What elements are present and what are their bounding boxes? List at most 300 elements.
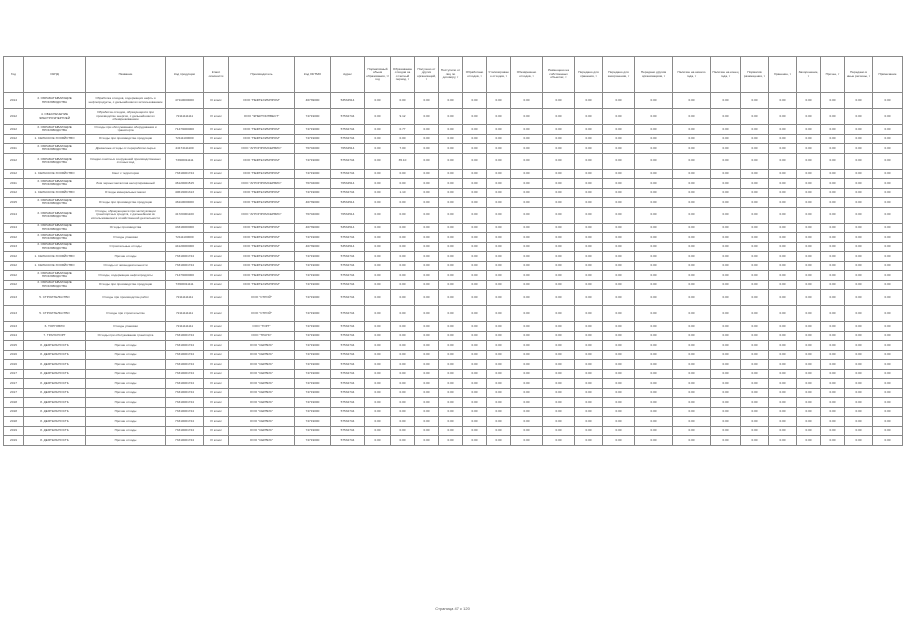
table-cell: 73300011111 bbox=[166, 153, 204, 169]
table-cell: 0.00 bbox=[635, 125, 673, 135]
table-cell: 0.00 bbox=[873, 388, 903, 398]
table-cell: 0.00 bbox=[635, 242, 673, 252]
table-cell: 0.00 bbox=[543, 350, 575, 360]
column-header: Класс опасности bbox=[204, 57, 229, 93]
table-cell: 0.00 bbox=[845, 341, 873, 351]
table-cell: 0.00 bbox=[543, 252, 575, 262]
table-cell: IV класс bbox=[204, 242, 229, 252]
table-cell: 0.00 bbox=[487, 379, 511, 389]
table-cell: 0.00 bbox=[391, 341, 415, 351]
table-cell: 0.00 bbox=[845, 233, 873, 243]
table-cell: 0.00 bbox=[463, 134, 487, 144]
table-cell: 0.00 bbox=[415, 134, 439, 144]
table-cell: 0.00 bbox=[391, 407, 415, 417]
table-cell: 0.00 bbox=[673, 350, 711, 360]
table-cell: 2012 bbox=[4, 271, 24, 281]
table-cell: 0.00 bbox=[511, 207, 543, 223]
table-cell: 0.00 bbox=[463, 426, 487, 436]
table-cell: 0.00 bbox=[873, 233, 903, 243]
table-cell: 57532744 bbox=[331, 252, 365, 262]
table-cell: 3. ОБРАБАТЫВАЮЩИЕ ПРОИЗВОДСТВА bbox=[24, 144, 86, 154]
table-cell: 2012 bbox=[4, 188, 24, 198]
table-cell: Строительные отходы bbox=[86, 242, 166, 252]
table-cell: 0.00 bbox=[635, 350, 673, 360]
table-cell: 0.00 bbox=[575, 280, 603, 290]
table-cell: 46120001515 bbox=[166, 179, 204, 189]
table-cell: 0.00 bbox=[365, 369, 391, 379]
table-cell: 0.00 bbox=[439, 169, 463, 179]
table-cell: 0.00 bbox=[673, 242, 711, 252]
table-cell: 57532744 bbox=[331, 134, 365, 144]
table-cell: 0.00 bbox=[575, 271, 603, 281]
table-cell: ООО "АГРОПРОМСЕРВИС" bbox=[229, 144, 295, 154]
table-cell: 0.00 bbox=[365, 331, 391, 341]
table-cell: 0.00 bbox=[821, 261, 845, 271]
table-cell: 0.00 bbox=[635, 134, 673, 144]
table-cell: 72111100000 bbox=[166, 134, 204, 144]
table-cell: 0.00 bbox=[635, 93, 673, 109]
table-cell: 0.00 bbox=[439, 379, 463, 389]
table-cell: ООО "СЕРВИС" bbox=[229, 379, 295, 389]
table-cell: 0.00 bbox=[415, 242, 439, 252]
table-row bbox=[4, 198, 903, 208]
table-cell: 0.00 bbox=[575, 398, 603, 408]
table-cell: 72111111111 bbox=[166, 109, 204, 125]
table-cell: 2017 bbox=[4, 379, 24, 389]
table-cell: 46739000 bbox=[295, 223, 331, 233]
table-cell: 0.00 bbox=[487, 109, 511, 125]
table-row bbox=[4, 125, 903, 135]
table-row bbox=[4, 341, 903, 351]
table-cell: 0.00 bbox=[797, 153, 821, 169]
table-cell: 0.00 bbox=[511, 436, 543, 446]
table-cell: 7. ТРАНСПОРТ bbox=[24, 331, 86, 341]
table-cell: 0.00 bbox=[769, 379, 797, 389]
table-cell: 0.00 bbox=[463, 242, 487, 252]
table-cell: 0.00 bbox=[365, 252, 391, 262]
table-cell: 0.00 bbox=[603, 109, 635, 125]
table-cell: 0.00 bbox=[741, 426, 769, 436]
table-cell: 0.00 bbox=[439, 252, 463, 262]
table-cell: 76704000 bbox=[295, 207, 331, 223]
column-header: Код ОКТМО bbox=[295, 57, 331, 93]
table-cell: ООО "НЕФТЕХИМПРОМ" bbox=[229, 280, 295, 290]
table-cell: 0.00 bbox=[415, 290, 439, 306]
column-header: Утилизировано отходов, т bbox=[487, 57, 511, 93]
table-cell: 76534514 bbox=[331, 144, 365, 154]
table-cell: 2018 bbox=[4, 417, 24, 427]
table-cell: 0.00 bbox=[543, 341, 575, 351]
table-cell: 0.00 bbox=[711, 261, 741, 271]
table-cell: 0.00 bbox=[543, 290, 575, 306]
table-cell: 0.00 bbox=[821, 360, 845, 370]
table-cell: 8. ДЕЯТЕЛЬНОСТЬ bbox=[24, 369, 86, 379]
table-cell: 1. СЕЛЬСКОЕ ХОЗЯЙСТВО bbox=[24, 252, 86, 262]
table-cell: 73310001724 bbox=[166, 369, 204, 379]
table-cell: 0.00 bbox=[543, 271, 575, 281]
table-cell: 0.00 bbox=[391, 306, 415, 322]
table-cell: 0.00 bbox=[463, 261, 487, 271]
table-cell: IV класс bbox=[204, 134, 229, 144]
table-cell: Прочие отходы bbox=[86, 350, 166, 360]
table-cell: 74719000 bbox=[295, 134, 331, 144]
table-cell: IV класс bbox=[204, 306, 229, 322]
table-cell: 57532744 bbox=[331, 188, 365, 198]
table-row bbox=[4, 350, 903, 360]
table-cell: 0.00 bbox=[741, 153, 769, 169]
table-cell: 0.00 bbox=[463, 109, 487, 125]
table-cell: 0.00 bbox=[635, 188, 673, 198]
table-cell: 72111100000 bbox=[166, 233, 204, 243]
table-cell: 0.00 bbox=[821, 369, 845, 379]
table-cell: 0.00 bbox=[741, 261, 769, 271]
table-cell: 0.00 bbox=[845, 436, 873, 446]
table-cell: Древесные отходы от переработки сырья bbox=[86, 144, 166, 154]
table-cell: 0.00 bbox=[511, 179, 543, 189]
table-cell: 0.00 bbox=[845, 306, 873, 322]
table-cell: 0.00 bbox=[821, 198, 845, 208]
table-cell: 0.00 bbox=[845, 153, 873, 169]
table-cell: 0.00 bbox=[673, 109, 711, 125]
table-cell: 0.00 bbox=[365, 379, 391, 389]
table-cell: 0.00 bbox=[603, 306, 635, 322]
table-cell: IV класс bbox=[204, 322, 229, 332]
table-cell: ООО "СТРОЙ" bbox=[229, 290, 295, 306]
table-cell: 73310001724 bbox=[166, 379, 204, 389]
table-cell: 0.00 bbox=[769, 331, 797, 341]
column-header: Захоронение, т bbox=[797, 57, 821, 93]
column-header: Адрес bbox=[331, 57, 365, 93]
table-cell: 0.00 bbox=[415, 261, 439, 271]
table-cell: 0.00 bbox=[873, 252, 903, 262]
table-cell: IV класс bbox=[204, 125, 229, 135]
table-cell: 0.00 bbox=[365, 223, 391, 233]
table-cell: 0.00 bbox=[673, 398, 711, 408]
column-header: Получено от других организаций, т bbox=[415, 57, 439, 93]
table-cell: 0.00 bbox=[845, 271, 873, 281]
table-cell: 0.00 bbox=[603, 134, 635, 144]
table-cell: 0.00 bbox=[797, 134, 821, 144]
table-cell: Отходы производства bbox=[86, 223, 166, 233]
table-cell: 0.00 bbox=[543, 417, 575, 427]
table-cell: 0.00 bbox=[575, 417, 603, 427]
table-cell: 0.00 bbox=[463, 417, 487, 427]
table-cell: 8. ДЕЯТЕЛЬНОСТЬ bbox=[24, 426, 86, 436]
table-cell: 0.00 bbox=[365, 188, 391, 198]
table-cell: 0.00 bbox=[415, 188, 439, 198]
table-cell: 0.00 bbox=[487, 407, 511, 417]
table-cell: 0.00 bbox=[487, 369, 511, 379]
table-cell: 0.00 bbox=[603, 207, 635, 223]
table-cell: 0.00 bbox=[797, 223, 821, 233]
table-cell: 3. ОБРАБАТЫВАЮЩИЕ ПРОИЗВОДСТВА bbox=[24, 125, 86, 135]
table-cell: 0.00 bbox=[365, 179, 391, 189]
table-cell: 0.00 bbox=[769, 322, 797, 332]
table-cell: 2016 bbox=[4, 350, 24, 360]
table-cell: 0.00 bbox=[711, 169, 741, 179]
table-cell: 0.00 bbox=[821, 306, 845, 322]
table-cell: Обработка отходов, образующихся при производстве энергии, с дальнейшим их обезвреживанием bbox=[86, 109, 166, 125]
table-cell: 0.00 bbox=[463, 407, 487, 417]
table-cell: 0.00 bbox=[635, 369, 673, 379]
table-cell: 74719000 bbox=[295, 436, 331, 446]
table-cell: 0.00 bbox=[511, 331, 543, 341]
table-cell: 0.00 bbox=[821, 223, 845, 233]
table-cell: 0.00 bbox=[673, 360, 711, 370]
table-cell: 0.00 bbox=[463, 207, 487, 223]
table-cell: 0.00 bbox=[575, 198, 603, 208]
table-cell: 0.00 bbox=[603, 252, 635, 262]
table-cell: 73310001724 bbox=[166, 350, 204, 360]
table-cell: 43319000000 bbox=[166, 223, 204, 233]
table-cell: 0.00 bbox=[463, 306, 487, 322]
table-cell: 0.00 bbox=[415, 417, 439, 427]
table-cell: 0.00 bbox=[873, 93, 903, 109]
table-cell: 0.00 bbox=[391, 261, 415, 271]
table-cell: 0.00 bbox=[487, 125, 511, 135]
table-cell: 0.00 bbox=[439, 388, 463, 398]
table-cell: 0.00 bbox=[391, 436, 415, 446]
table-cell: 0.00 bbox=[439, 290, 463, 306]
table-row bbox=[4, 280, 903, 290]
table-row bbox=[4, 306, 903, 322]
table-cell: 0.00 bbox=[741, 350, 769, 360]
table-cell: 0.00 bbox=[873, 341, 903, 351]
table-cell: IV класс bbox=[204, 341, 229, 351]
table-cell: 0.00 bbox=[511, 223, 543, 233]
table-cell: 57532744 bbox=[331, 169, 365, 179]
table-cell: 0.00 bbox=[511, 322, 543, 332]
table-cell: 0.00 bbox=[873, 198, 903, 208]
table-cell: 0.00 bbox=[391, 252, 415, 262]
table-cell: 0.00 bbox=[439, 360, 463, 370]
table-cell: IV класс bbox=[204, 407, 229, 417]
table-cell: 0.00 bbox=[797, 271, 821, 281]
table-body bbox=[4, 93, 903, 446]
table-cell: 0.00 bbox=[673, 322, 711, 332]
table-cell: 8. ДЕЯТЕЛЬНОСТЬ bbox=[24, 341, 86, 351]
table-cell: 0.00 bbox=[365, 280, 391, 290]
table-cell: 41720001100 bbox=[166, 207, 204, 223]
table-cell: 0.00 bbox=[365, 134, 391, 144]
table-cell: 0.00 bbox=[673, 426, 711, 436]
table-row bbox=[4, 169, 903, 179]
table-cell: 0.00 bbox=[711, 144, 741, 154]
table-cell: 44174111100 bbox=[166, 144, 204, 154]
table-cell: 0.00 bbox=[365, 153, 391, 169]
table-cell: 0.00 bbox=[487, 207, 511, 223]
table-cell: 0.00 bbox=[415, 369, 439, 379]
table-cell: 0.00 bbox=[575, 436, 603, 446]
table-cell: 0.00 bbox=[845, 144, 873, 154]
table-cell: 0.00 bbox=[487, 290, 511, 306]
table-cell: 0.00 bbox=[797, 388, 821, 398]
table-cell: 0.00 bbox=[463, 125, 487, 135]
table-cell: 0.00 bbox=[391, 360, 415, 370]
table-cell: 2019 bbox=[4, 436, 24, 446]
table-cell: 0.00 bbox=[487, 261, 511, 271]
column-header: Название bbox=[86, 57, 166, 93]
table-cell: 0.00 bbox=[873, 153, 903, 169]
table-cell: 0.00 bbox=[391, 369, 415, 379]
table-cell: 0.00 bbox=[873, 261, 903, 271]
table-cell: 57532744 bbox=[331, 153, 365, 169]
table-cell: ООО "СЕРВИС" bbox=[229, 369, 295, 379]
table-cell: 0.00 bbox=[635, 322, 673, 332]
table-cell: 0.00 bbox=[391, 233, 415, 243]
table-row bbox=[4, 290, 903, 306]
table-cell: Прочие отходы bbox=[86, 341, 166, 351]
table-cell: Прочие отходы bbox=[86, 252, 166, 262]
table-cell: 0.00 bbox=[487, 322, 511, 332]
table-cell: 0.00 bbox=[821, 280, 845, 290]
table-cell: 0.00 bbox=[873, 144, 903, 154]
table-cell: 0.00 bbox=[463, 153, 487, 169]
table-cell: 0.00 bbox=[487, 252, 511, 262]
table-cell: 0.00 bbox=[415, 280, 439, 290]
table-cell: 74719000 bbox=[295, 417, 331, 427]
table-cell: 0.00 bbox=[487, 388, 511, 398]
table-cell: ООО "НЕФТЕХИМПРОМ" bbox=[229, 198, 295, 208]
table-cell: 0.00 bbox=[391, 388, 415, 398]
table-cell: 0.00 bbox=[673, 125, 711, 135]
table-cell: 0.00 bbox=[821, 350, 845, 360]
table-cell: Отходы при производстве продукции bbox=[86, 198, 166, 208]
table-cell: 0.00 bbox=[511, 233, 543, 243]
table-cell: 0.00 bbox=[797, 369, 821, 379]
table-row bbox=[4, 188, 903, 198]
table-cell: 0.00 bbox=[741, 271, 769, 281]
table-cell: 3. ОБРАБАТЫВАЮЩИЕ ПРОИЗВОДСТВА bbox=[24, 242, 86, 252]
table-cell: 0.00 bbox=[463, 188, 487, 198]
table-cell: 0.00 bbox=[439, 261, 463, 271]
table-cell: 74719000 bbox=[295, 388, 331, 398]
table-cell: 0.00 bbox=[635, 290, 673, 306]
table-cell: 0.00 bbox=[511, 379, 543, 389]
table-cell: 0.00 bbox=[769, 144, 797, 154]
table-cell: 0.00 bbox=[797, 280, 821, 290]
table-cell: 57532744 bbox=[331, 125, 365, 135]
table-cell: 0.00 bbox=[769, 93, 797, 109]
table-cell: 0.00 bbox=[845, 261, 873, 271]
table-cell: 0.00 bbox=[487, 233, 511, 243]
table-cell: 0.00 bbox=[543, 242, 575, 252]
table-cell: ООО "НЕФТЕХИМПРОМ" bbox=[229, 271, 295, 281]
table-cell: 44120000000 bbox=[166, 242, 204, 252]
table-cell: 0.00 bbox=[741, 134, 769, 144]
table-row bbox=[4, 153, 903, 169]
table-cell: 0.00 bbox=[463, 388, 487, 398]
table-cell: 2012 bbox=[4, 153, 24, 169]
table-cell: IV класс bbox=[204, 369, 229, 379]
table-cell: ООО "АГРОПРОМСЕРВИС" bbox=[229, 179, 295, 189]
table-cell: 0.00 bbox=[821, 188, 845, 198]
table-cell: 0.00 bbox=[711, 290, 741, 306]
table-cell: 0.00 bbox=[543, 223, 575, 233]
table-cell: 0.00 bbox=[603, 350, 635, 360]
table-row bbox=[4, 242, 903, 252]
table-cell: 46110000000 bbox=[166, 198, 204, 208]
table-cell: 0.00 bbox=[797, 306, 821, 322]
table-cell: 73310001724 bbox=[166, 388, 204, 398]
table-cell: 74719000 bbox=[295, 252, 331, 262]
table-cell: 0.00 bbox=[673, 290, 711, 306]
table-cell: 0.00 bbox=[511, 271, 543, 281]
table-cell: 46739000 bbox=[295, 198, 331, 208]
table-cell: 0.00 bbox=[575, 290, 603, 306]
table-cell: 0.00 bbox=[575, 407, 603, 417]
table-cell: 0.00 bbox=[741, 109, 769, 125]
table-cell: 0.00 bbox=[711, 223, 741, 233]
table-cell: 0.00 bbox=[463, 144, 487, 154]
table-cell: 0.00 bbox=[543, 306, 575, 322]
table-cell: 3. ОБРАБАТЫВАЮЩИЕ ПРОИЗВОДСТВА bbox=[24, 198, 86, 208]
table-cell: 0.00 bbox=[575, 388, 603, 398]
table-cell: 0.00 bbox=[845, 417, 873, 427]
table-cell: 0.00 bbox=[635, 207, 673, 223]
table-cell: 0.00 bbox=[415, 109, 439, 125]
table-cell: 0.00 bbox=[487, 153, 511, 169]
table-cell: 0.00 bbox=[575, 134, 603, 144]
table-cell: 0.00 bbox=[635, 252, 673, 262]
table-cell: 0.00 bbox=[365, 407, 391, 417]
table-cell: 0.00 bbox=[673, 153, 711, 169]
table-cell: 0.00 bbox=[365, 271, 391, 281]
table-cell: 0.00 bbox=[575, 223, 603, 233]
table-cell: 73310001724 bbox=[166, 261, 204, 271]
table-cell: 0.00 bbox=[511, 261, 543, 271]
table-cell: 0.00 bbox=[797, 322, 821, 332]
table-cell: 0.00 bbox=[391, 179, 415, 189]
table-cell: 0.00 bbox=[845, 322, 873, 332]
table-cell: 0.00 bbox=[415, 93, 439, 109]
table-cell: 0.00 bbox=[365, 207, 391, 223]
table-cell: 2014 bbox=[4, 331, 24, 341]
table-cell: 0.00 bbox=[769, 341, 797, 351]
table-cell: III класс bbox=[204, 144, 229, 154]
table-cell: 0.00 bbox=[463, 369, 487, 379]
column-header: Норматив размещения, т bbox=[741, 57, 769, 93]
table-cell: 74719000 bbox=[295, 271, 331, 281]
table-cell: 0.00 bbox=[873, 407, 903, 417]
table-cell: 0.00 bbox=[741, 179, 769, 189]
table-cell: 57532744 bbox=[331, 350, 365, 360]
table-cell: 0.00 bbox=[711, 179, 741, 189]
table-cell: 0.00 bbox=[635, 426, 673, 436]
table-cell: 2014 bbox=[4, 207, 24, 223]
table-cell: Отходы при обслуживании оборудования и транспорта bbox=[86, 125, 166, 135]
table-cell: ООО "ТРАНС" bbox=[229, 331, 295, 341]
table-cell: 0.00 bbox=[487, 144, 511, 154]
table-cell: 74719000 bbox=[295, 350, 331, 360]
table-cell: 0.00 bbox=[439, 322, 463, 332]
column-header: Хранение, т bbox=[769, 57, 797, 93]
table-cell: 0.00 bbox=[673, 93, 711, 109]
table-cell: 0.00 bbox=[575, 379, 603, 389]
table-cell: 0.00 bbox=[873, 331, 903, 341]
table-cell: 0.00 bbox=[821, 242, 845, 252]
table-cell: 0.00 bbox=[603, 188, 635, 198]
table-cell: 0.00 bbox=[741, 280, 769, 290]
table-cell: 0.00 bbox=[391, 93, 415, 109]
table-cell: 0.00 bbox=[603, 417, 635, 427]
table-cell: 0.00 bbox=[511, 93, 543, 109]
column-header: Наличие на начало года, т bbox=[673, 57, 711, 93]
table-cell: 57532744 bbox=[331, 379, 365, 389]
table-cell: IV класс bbox=[204, 379, 229, 389]
table-cell: 74719000 bbox=[295, 398, 331, 408]
table-cell: 73310001724 bbox=[166, 398, 204, 408]
